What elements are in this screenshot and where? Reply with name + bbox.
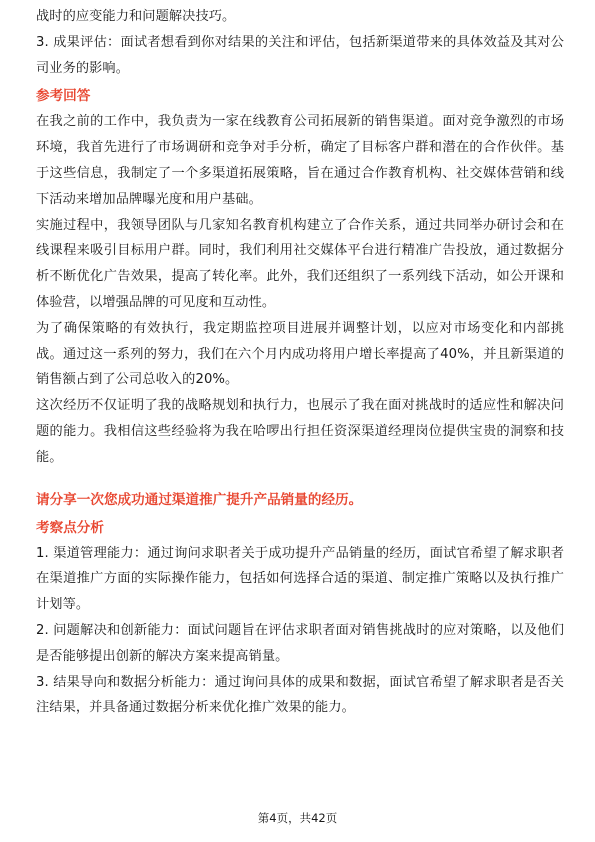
answer-paragraph-3: 为了确保策略的有效执行，我定期监控项目进展并调整计划，以应对市场变化和内部挑战。通过这一系列的努力，我们在六个月内成功将用户增长率提高了40%，并且新渠道的销售额占到了公司总收入的20%。 [36, 320, 564, 388]
question-title: 请分享一次您成功通过渠道推广提升产品销量的经历。 [36, 491, 363, 508]
continued-text: 战时的应变能力和问题解决技巧。 [36, 9, 236, 24]
answer-paragraph-2: 实施过程中，我领导团队与几家知名教育机构建立了合作关系，通过共同举办研讨会和在线课程来吸引目标用户群。同时，我们利用社交媒体平台进行精准广告投放，通过数据分析不断优化广告效果，提高了转化率。此外，我们还组织了一系列线下活动，如公开课和体验营，以增强品牌的可见度和互动性。 [36, 217, 564, 310]
analysis-point-3: 3. 结果导向和数据分析能力：通过询问具体的成果和数据，面试官希望了解求职者是否关注结果，并具备通过数据分析来优化推广效果的能力。 [36, 674, 564, 716]
analysis-point-2: 2. 问题解决和创新能力：面试问题旨在评估求职者面对销售挑战时的应对策略，以及他们是否能够提出创新的解决方案来提高销量。 [36, 622, 564, 664]
analysis-heading: 考察点分析 [36, 519, 104, 536]
evaluation-point-3: 3. 成果评估：面试者想看到你对结果的关注和评估，包括新渠道带来的具体效益及其对公司业务的影响。 [36, 34, 564, 76]
answer-paragraph-1: 在我之前的工作中，我负责为一家在线教育公司拓展新的销售渠道。面对竞争激烈的市场环境，我首先进行了市场调研和竞争对手分析，确定了目标客户群和潜在的合作伙伴。基于这些信息，我制定了一个多渠道拓展策略，旨在通过合作教育机构、社交媒体营销和线下活动来增加品牌曝光度和用户基础。 [36, 114, 564, 207]
reference-answer-heading: 参考回答 [36, 88, 91, 105]
page-content [36, 4, 564, 721]
analysis-point-1: 1. 渠道管理能力：通过询问求职者关于成功提升产品销量的经历，面试官希望了解求职者在渠道推广方面的实际操作能力，包括如何选择合适的渠道、制定推广策略以及执行推广计划等。 [36, 545, 564, 613]
answer-paragraph-4: 这次经历不仅证明了我的战略规划和执行力，也展示了我在面对挑战时的适应性和解决问题的能力。我相信这些经验将为我在哈啰出行担任资深渠道经理岗位提供宝贵的洞察和技能。 [36, 398, 564, 465]
page-number: 第4页，共42页 [257, 811, 338, 825]
